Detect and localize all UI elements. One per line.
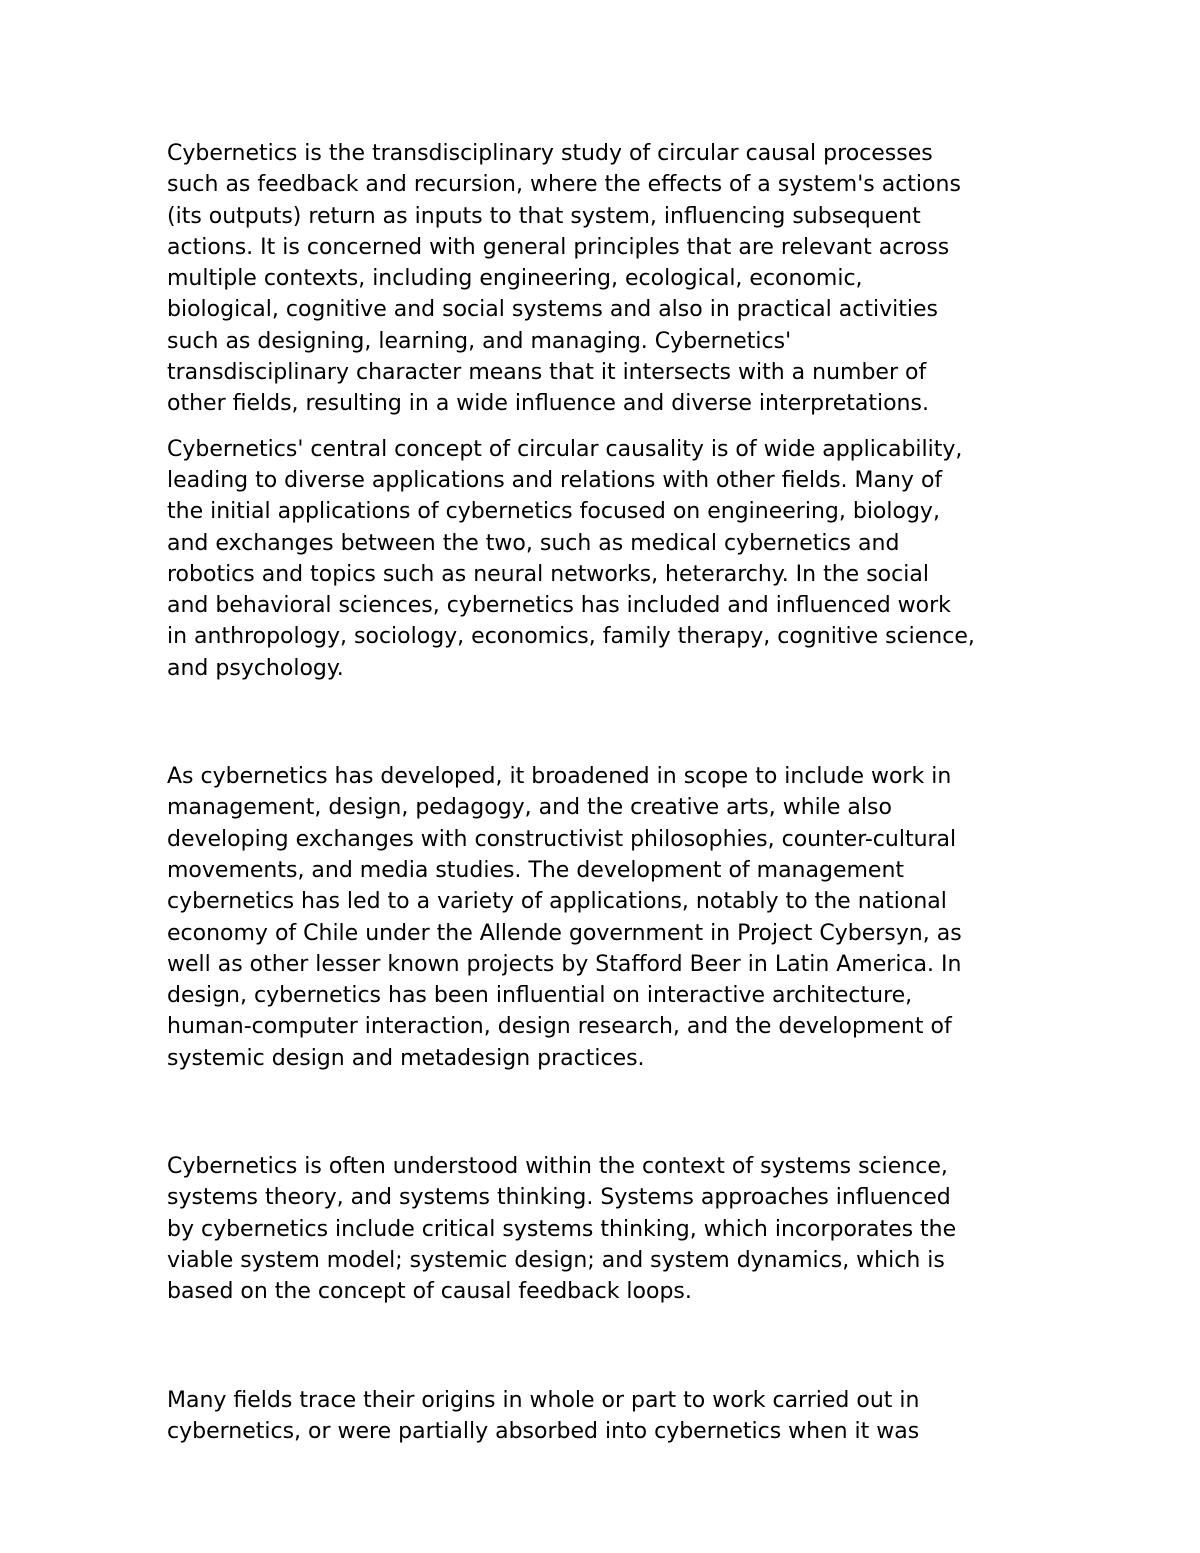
text-line: such as designing, learning, and managing. Cybernetics' [167, 328, 792, 354]
text-line: other fields, resulting in a wide influence and diverse interpretations. [167, 391, 929, 417]
text-line: cybernetics, or were partially absorbed into cybernetics when it was [167, 1418, 920, 1444]
text-line: in anthropology, sociology, economics, family therapy, cognitive science, [167, 624, 975, 650]
text-line: Many fields trace their origins in whole or part to work carried out in [167, 1387, 920, 1413]
paragraph-4 [167, 1151, 1047, 1307]
text-line: viable system model; systemic design; and system dynamics, which is [167, 1247, 945, 1273]
paragraph-1 [167, 138, 1047, 420]
paragraph-5 [167, 1385, 1047, 1448]
text-line: cybernetics has led to a variety of applications, notably to the national [167, 889, 947, 915]
text-line: by cybernetics include critical systems thinking, which incorporates the [167, 1216, 957, 1242]
text-line: robotics and topics such as neural networks, heterarchy. In the social [167, 561, 929, 587]
text-line: systemic design and metadesign practices. [167, 1045, 645, 1071]
text-line: Cybernetics is the transdisciplinary study of circular causal processes [167, 141, 933, 166]
text-line: movements, and media studies. The development of management [167, 857, 905, 883]
document-body [167, 138, 1047, 1447]
text-line: (its outputs) return as inputs to that system, influencing subsequent [167, 203, 921, 229]
text-line: As cybernetics has developed, it broadened in scope to include work in [167, 764, 952, 790]
paragraph-3 [167, 761, 1047, 1074]
text-line: and psychology. [167, 655, 344, 681]
text-line: design, cybernetics has been influential on interactive architecture, [167, 983, 913, 1009]
text-line: and behavioral sciences, cybernetics has included and influenced work [167, 593, 951, 619]
text-line: the initial applications of cybernetics focused on engineering, biology, [167, 499, 940, 525]
text-line: economy of Chile under the Allende government in Project Cybersyn, as [167, 920, 962, 946]
text-line: management, design, pedagogy, and the creative arts, while also [167, 795, 892, 821]
text-line: human-computer interaction, design research, and the development of [167, 1014, 952, 1040]
text-line: actions. It is concerned with general principles that are relevant across [167, 234, 950, 260]
text-line: well as other lesser known projects by Stafford Beer in Latin America. In [167, 951, 962, 977]
text-line: based on the concept of causal feedback loops. [167, 1279, 692, 1305]
text-line: and exchanges between the two, such as medical cybernetics and [167, 530, 900, 556]
text-line: multiple contexts, including engineering, ecological, economic, [167, 266, 863, 292]
text-line: such as feedback and recursion, where the effects of a system's actions [167, 172, 961, 198]
text-line: developing exchanges with constructivist philosophies, counter-cultural [167, 826, 957, 852]
text-line: Cybernetics' central concept of circular causality is of wide applicability, [167, 436, 963, 462]
text-line: systems theory, and systems thinking. Systems approaches influenced [167, 1185, 951, 1211]
paragraph-2 [167, 434, 1047, 684]
text-line: Cybernetics is often understood within the context of systems science, [167, 1154, 948, 1180]
text-line: leading to diverse applications and relations with other fields. Many of [167, 467, 943, 493]
text-line: transdisciplinary character means that it intersects with a number of [167, 360, 927, 386]
text-line: biological, cognitive and social systems and also in practical activities [167, 297, 938, 323]
